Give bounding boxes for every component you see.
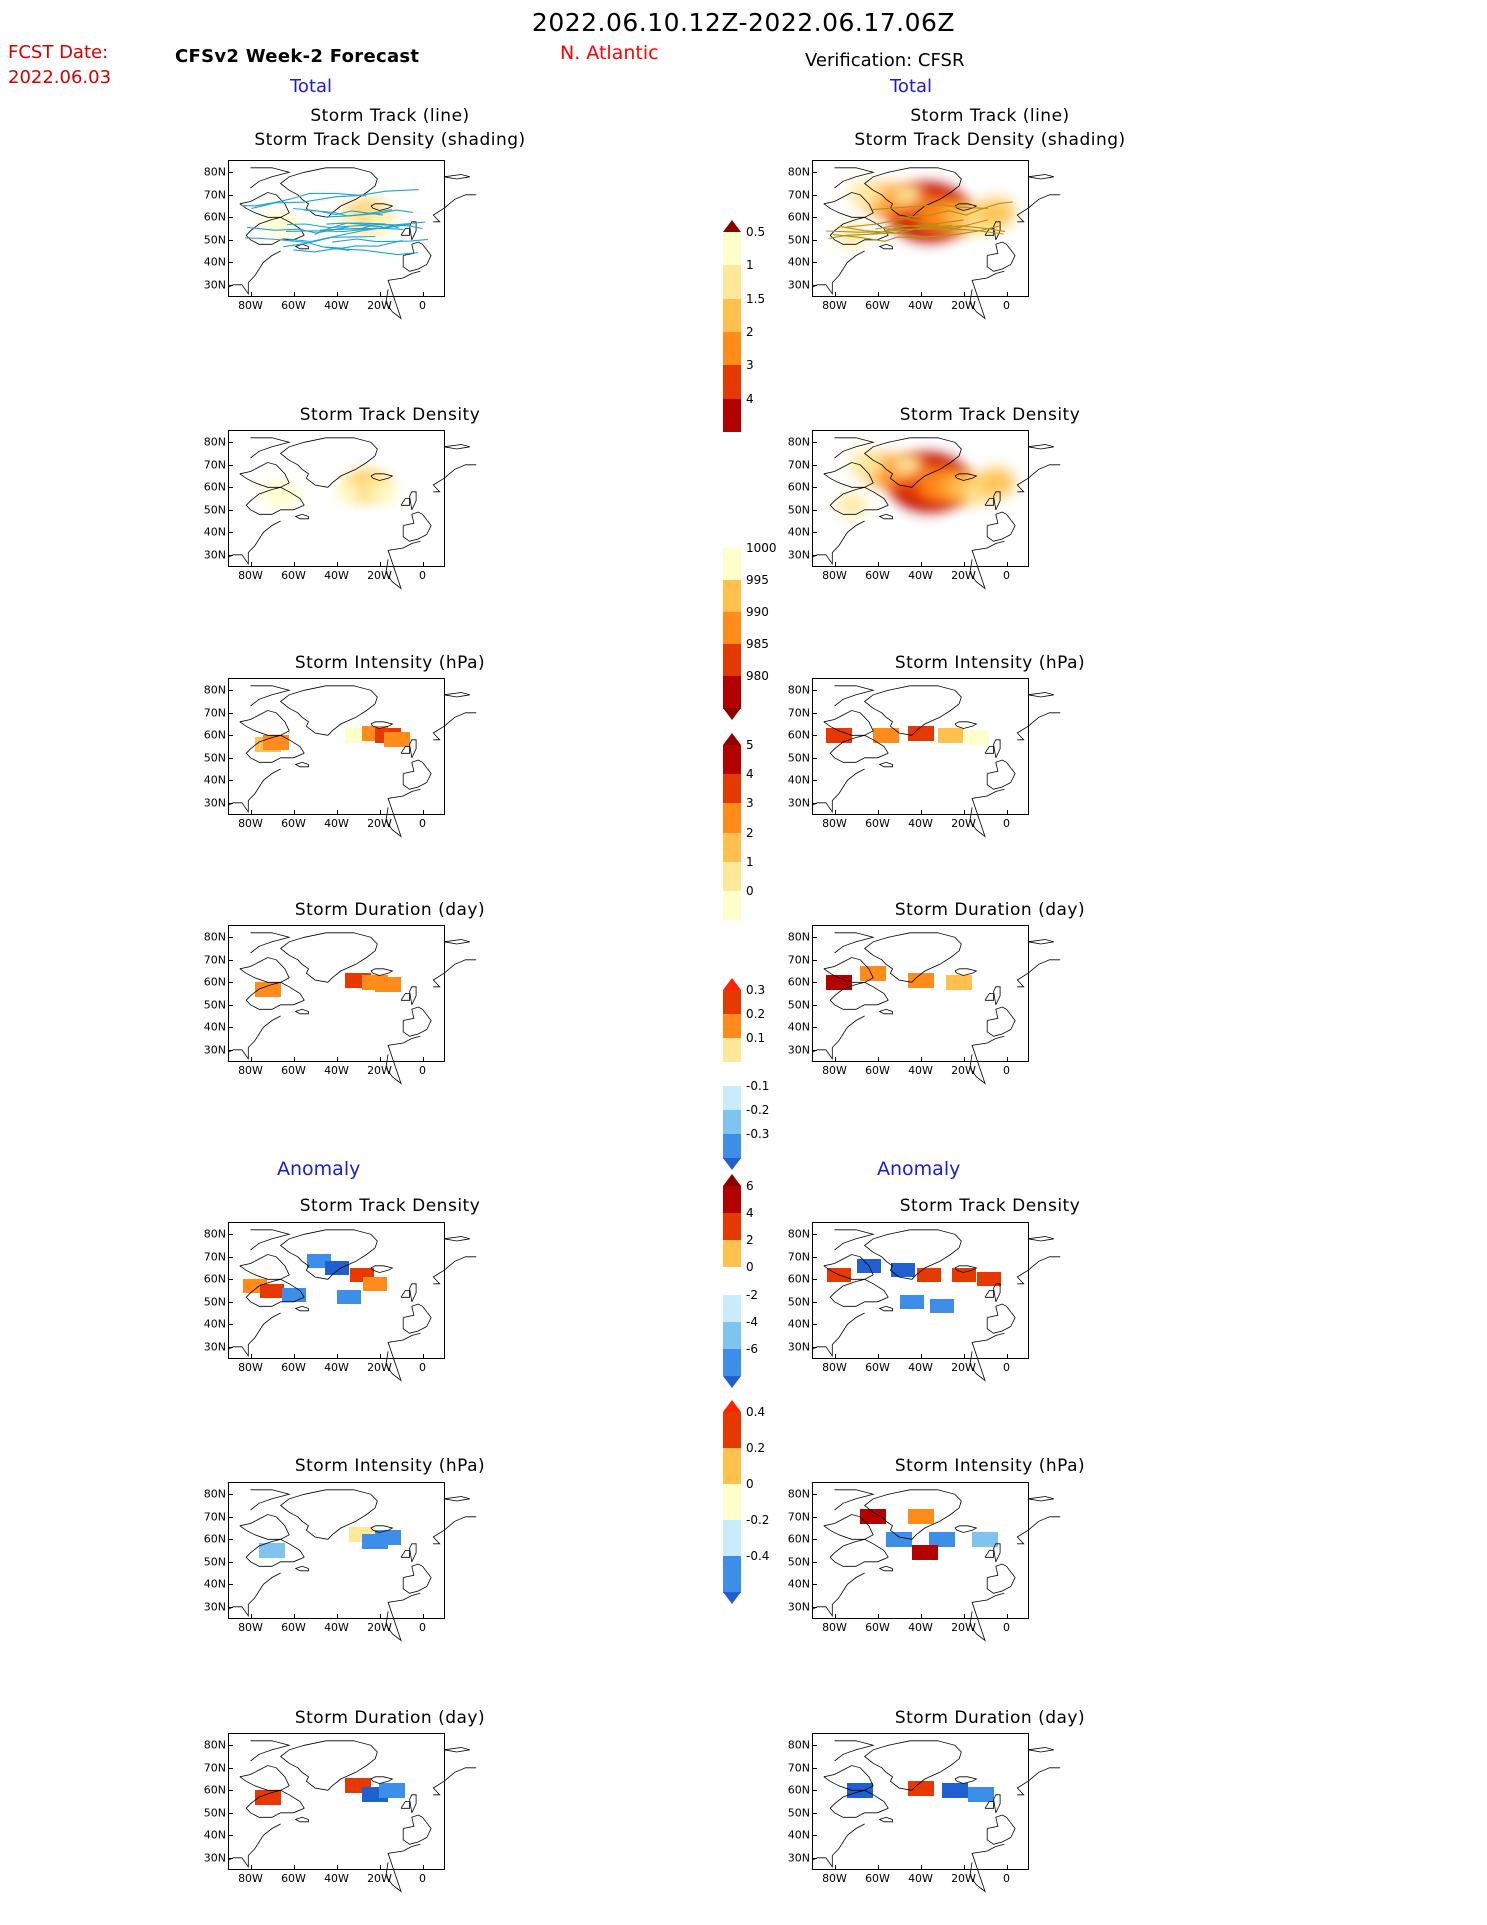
y-axis-tick: 40N xyxy=(787,1020,810,1034)
x-axis-tick: 80W xyxy=(238,1361,263,1374)
y-axis-tick: 60N xyxy=(203,975,226,989)
y-axis-tick: 40N xyxy=(787,255,810,269)
x-axis-tick: 20W xyxy=(951,1064,976,1077)
x-axis-tick: 20W xyxy=(367,299,392,312)
x-axis-tick: 0 xyxy=(419,1361,426,1374)
y-axis-tick: 50N xyxy=(203,1555,226,1569)
panel-title-fcst-duration-anom: Storm Duration (day) xyxy=(294,1708,486,1728)
y-axis-tick: 70N xyxy=(203,706,226,720)
x-axis-tick: 20W xyxy=(951,299,976,312)
colorbar-intensity-total xyxy=(723,541,777,708)
y-axis-tick: 60N xyxy=(787,210,810,224)
x-axis-tick: 60W xyxy=(281,1064,306,1077)
storm-track-lines xyxy=(229,161,444,296)
colorbar-tick-label: 0 xyxy=(746,1260,754,1275)
x-axis-tick: 80W xyxy=(822,1621,847,1634)
y-axis-tick: 80N xyxy=(787,165,810,179)
x-axis-tick: 80W xyxy=(238,569,263,582)
y-axis-tick: 70N xyxy=(203,1250,226,1264)
colorbar-tick-label: 985 xyxy=(746,637,769,651)
y-axis-tick: 30N xyxy=(203,1043,226,1057)
x-axis-tick: 80W xyxy=(822,1064,847,1077)
y-axis-tick: 60N xyxy=(787,1783,810,1797)
y-axis-tick: 60N xyxy=(203,728,226,742)
y-axis-tick: 50N xyxy=(203,998,226,1012)
colorbar-tick-label: 3 xyxy=(746,358,754,373)
y-axis-tick: 30N xyxy=(203,278,226,292)
left-total-label: Total xyxy=(290,76,333,97)
panel-title-obs-intensity-anom: Storm Intensity (hPa) xyxy=(894,1456,1086,1476)
x-axis-tick: 40W xyxy=(908,1872,933,1885)
map-fcst-track-line xyxy=(203,160,445,312)
map-obs-duration-anomaly xyxy=(787,1733,1029,1885)
x-axis-tick: 80W xyxy=(238,1872,263,1885)
y-axis-tick: 40N xyxy=(203,525,226,539)
y-axis-tick: 70N xyxy=(787,706,810,720)
colorbar-tick-label: 0.4 xyxy=(746,1405,766,1419)
map-obs-track-line xyxy=(787,160,1029,312)
colorbar-tick-label: -0.2 xyxy=(746,1103,770,1117)
colorbar-intensity-anomaly xyxy=(723,1179,758,1376)
y-axis-tick: 60N xyxy=(203,210,226,224)
verification-label: Verification: CFSR xyxy=(805,50,965,71)
y-axis-tick: 30N xyxy=(203,796,226,810)
y-axis-tick: 30N xyxy=(787,796,810,810)
y-axis-tick: 30N xyxy=(787,1043,810,1057)
y-axis-tick: 30N xyxy=(787,1600,810,1614)
x-axis-tick: 60W xyxy=(281,1361,306,1374)
panel-title-obs-track-density-shading: Storm Track Density (shading) xyxy=(854,130,1126,150)
y-axis-tick: 80N xyxy=(203,165,226,179)
colorbar-bottom-arrow xyxy=(723,1158,741,1170)
x-axis-tick: 60W xyxy=(865,817,890,830)
x-axis-tick: 0 xyxy=(1003,569,1010,582)
colorbar-top-arrow xyxy=(723,536,741,548)
map-fcst-intensity-anomaly xyxy=(203,1482,445,1634)
map-fcst-track-density-anomaly xyxy=(203,1222,445,1374)
colorbar-tick-label: 0.1 xyxy=(746,1031,766,1045)
y-axis-tick: 30N xyxy=(203,548,226,562)
y-axis-tick: 50N xyxy=(203,1295,226,1309)
x-axis-tick: 40W xyxy=(324,1064,349,1077)
panel-title-obs-duration: Storm Duration (day) xyxy=(894,900,1086,920)
x-axis-tick: 20W xyxy=(367,1621,392,1634)
x-axis-tick: 80W xyxy=(822,299,847,312)
y-axis-tick: 70N xyxy=(203,458,226,472)
y-axis-tick: 40N xyxy=(787,1828,810,1842)
colorbar-tick-label: 2 xyxy=(746,1233,754,1248)
colorbar-bottom-arrow xyxy=(723,1592,741,1604)
colorbar-duration-anomaly xyxy=(723,1405,770,1592)
left-anomaly-label: Anomaly xyxy=(277,1158,361,1180)
colorbar-tick-label: 1 xyxy=(746,854,754,869)
map-obs-duration xyxy=(787,925,1029,1077)
colorbar-tick-label: 5 xyxy=(746,738,754,752)
colorbar-top-arrow xyxy=(723,1400,741,1412)
x-axis-tick: 80W xyxy=(238,817,263,830)
main-title: 2022.06.10.12Z-2022.06.17.06Z xyxy=(531,8,956,37)
y-axis-tick: 50N xyxy=(787,751,810,765)
x-axis-tick: 20W xyxy=(367,569,392,582)
y-axis-tick: 40N xyxy=(203,1020,226,1034)
x-axis-tick: 80W xyxy=(822,1361,847,1374)
x-axis-tick: 60W xyxy=(865,1872,890,1885)
y-axis-tick: 60N xyxy=(787,975,810,989)
y-axis-tick: 30N xyxy=(203,1600,226,1614)
x-axis-tick: 40W xyxy=(908,299,933,312)
panel-title-obs-duration-anom: Storm Duration (day) xyxy=(894,1708,1086,1728)
x-axis-tick: 20W xyxy=(367,1361,392,1374)
panel-title-fcst-intensity: Storm Intensity (hPa) xyxy=(294,653,486,673)
map-obs-intensity-anomaly xyxy=(787,1482,1029,1634)
x-axis-tick: 60W xyxy=(865,1064,890,1077)
x-axis-tick: 0 xyxy=(1003,1064,1010,1077)
x-axis-tick: 60W xyxy=(281,299,306,312)
y-axis-tick: 50N xyxy=(787,998,810,1012)
y-axis-tick: 50N xyxy=(787,1806,810,1820)
x-axis-tick: 20W xyxy=(951,1361,976,1374)
colorbar-tick-label: 0.2 xyxy=(746,1441,766,1455)
x-axis-tick: 20W xyxy=(367,1064,392,1077)
x-axis-tick: 40W xyxy=(324,817,349,830)
x-axis-tick: 0 xyxy=(419,817,426,830)
y-axis-tick: 80N xyxy=(787,1487,810,1501)
x-axis-tick: 0 xyxy=(1003,1361,1010,1374)
x-axis-tick: 20W xyxy=(951,569,976,582)
x-axis-tick: 80W xyxy=(822,817,847,830)
x-axis-tick: 0 xyxy=(419,569,426,582)
colorbar-tick-label: 990 xyxy=(746,605,769,619)
panel-title-obs-track-line: Storm Track (line) xyxy=(910,106,1070,126)
y-axis-tick: 80N xyxy=(787,1738,810,1752)
panel-title-obs-track-density: Storm Track Density xyxy=(899,405,1081,425)
colorbar-top-arrow xyxy=(723,733,741,745)
panel-title-fcst-track-line: Storm Track (line) xyxy=(310,106,470,126)
fcst-date-value: 2022.06.03 xyxy=(8,67,112,88)
y-axis-tick: 80N xyxy=(787,683,810,697)
map-obs-track-density-anomaly xyxy=(787,1222,1029,1374)
y-axis-tick: 70N xyxy=(787,1250,810,1264)
x-axis-tick: 40W xyxy=(908,569,933,582)
fcst-date-label: FCST Date: xyxy=(8,42,109,63)
colorbar-tick-label: -0.1 xyxy=(746,1079,770,1093)
map-fcst-duration xyxy=(203,925,445,1077)
map-obs-intensity xyxy=(787,678,1029,830)
panel-title-obs-intensity: Storm Intensity (hPa) xyxy=(894,653,1086,673)
y-axis-tick: 70N xyxy=(203,188,226,202)
x-axis-tick: 80W xyxy=(238,1064,263,1077)
y-axis-tick: 60N xyxy=(203,1532,226,1546)
y-axis-tick: 60N xyxy=(203,480,226,494)
colorbar-tick-label: -6 xyxy=(746,1341,758,1356)
colorbar-track-density-anomaly xyxy=(723,983,770,1158)
colorbar-tick-label: -0.4 xyxy=(746,1549,770,1563)
y-axis-tick: 30N xyxy=(203,1851,226,1865)
y-axis-tick: 50N xyxy=(787,1555,810,1569)
x-axis-tick: 80W xyxy=(238,299,263,312)
x-axis-tick: 60W xyxy=(865,299,890,312)
y-axis-tick: 80N xyxy=(203,683,226,697)
x-axis-tick: 0 xyxy=(419,1621,426,1634)
x-axis-tick: 80W xyxy=(822,1872,847,1885)
x-axis-tick: 0 xyxy=(1003,299,1010,312)
map-obs-track-density xyxy=(787,430,1029,582)
x-axis-tick: 20W xyxy=(367,817,392,830)
colorbar-tick-label: 4 xyxy=(746,1206,754,1221)
y-axis-tick: 70N xyxy=(787,1510,810,1524)
y-axis-tick: 40N xyxy=(203,255,226,269)
colorbar-bottom-arrow xyxy=(723,1376,741,1388)
y-axis-tick: 60N xyxy=(787,1272,810,1286)
x-axis-tick: 60W xyxy=(281,569,306,582)
x-axis-tick: 0 xyxy=(419,299,426,312)
x-axis-tick: 40W xyxy=(324,1872,349,1885)
y-axis-tick: 70N xyxy=(203,953,226,967)
x-axis-tick: 0 xyxy=(1003,1872,1010,1885)
colorbar-tick-label: 4 xyxy=(746,767,754,782)
panel-title-fcst-duration: Storm Duration (day) xyxy=(294,900,486,920)
colorbar-top-arrow xyxy=(723,220,741,232)
y-axis-tick: 60N xyxy=(203,1272,226,1286)
colorbar-track-density-total xyxy=(723,225,766,432)
y-axis-tick: 70N xyxy=(203,1761,226,1775)
map-fcst-duration-anomaly xyxy=(203,1733,445,1885)
y-axis-tick: 70N xyxy=(787,953,810,967)
x-axis-tick: 40W xyxy=(324,1621,349,1634)
colorbar-bottom-arrow xyxy=(723,708,741,720)
x-axis-tick: 0 xyxy=(1003,1621,1010,1634)
x-axis-tick: 40W xyxy=(908,817,933,830)
right-anomaly-label: Anomaly xyxy=(877,1158,961,1180)
y-axis-tick: 70N xyxy=(787,458,810,472)
y-axis-tick: 80N xyxy=(203,1487,226,1501)
y-axis-tick: 80N xyxy=(787,930,810,944)
x-axis-tick: 60W xyxy=(865,1621,890,1634)
y-axis-tick: 40N xyxy=(203,1577,226,1591)
x-axis-tick: 20W xyxy=(951,1621,976,1634)
colorbar-tick-label: 980 xyxy=(746,669,769,683)
y-axis-tick: 50N xyxy=(203,233,226,247)
x-axis-tick: 40W xyxy=(908,1064,933,1077)
map-fcst-intensity xyxy=(203,678,445,830)
colorbar-tick-label: -4 xyxy=(746,1314,758,1329)
y-axis-tick: 70N xyxy=(787,188,810,202)
colorbar-tick-label: -0.2 xyxy=(746,1513,770,1527)
y-axis-tick: 80N xyxy=(203,930,226,944)
panel-title-obs-track-density-anom: Storm Track Density xyxy=(899,1196,1081,1216)
y-axis-tick: 30N xyxy=(203,1340,226,1354)
panel-title-fcst-track-density-shading: Storm Track Density (shading) xyxy=(254,130,526,150)
y-axis-tick: 60N xyxy=(787,1532,810,1546)
y-axis-tick: 40N xyxy=(787,773,810,787)
y-axis-tick: 70N xyxy=(787,1761,810,1775)
x-axis-tick: 40W xyxy=(908,1621,933,1634)
x-axis-tick: 40W xyxy=(908,1361,933,1374)
map-fcst-track-density xyxy=(203,430,445,582)
x-axis-tick: 20W xyxy=(951,1872,976,1885)
y-axis-tick: 50N xyxy=(787,503,810,517)
x-axis-tick: 40W xyxy=(324,299,349,312)
colorbar-duration-total xyxy=(723,738,754,920)
y-axis-tick: 80N xyxy=(203,1227,226,1241)
panel-title-fcst-intensity-anom: Storm Intensity (hPa) xyxy=(294,1456,486,1476)
y-axis-tick: 80N xyxy=(787,435,810,449)
y-axis-tick: 40N xyxy=(203,773,226,787)
colorbar-tick-label: 3 xyxy=(746,796,754,811)
x-axis-tick: 60W xyxy=(865,569,890,582)
x-axis-tick: 0 xyxy=(1003,817,1010,830)
y-axis-tick: 40N xyxy=(787,1317,810,1331)
y-axis-tick: 50N xyxy=(203,751,226,765)
y-axis-tick: 60N xyxy=(203,1783,226,1797)
colorbar-tick-label: 0.3 xyxy=(746,983,766,997)
colorbar-top-arrow xyxy=(723,978,741,990)
colorbar-tick-label: -0.3 xyxy=(746,1127,770,1141)
y-axis-tick: 80N xyxy=(203,435,226,449)
x-axis-tick: 60W xyxy=(281,1621,306,1634)
y-axis-tick: 30N xyxy=(787,278,810,292)
y-axis-tick: 50N xyxy=(787,233,810,247)
y-axis-tick: 30N xyxy=(787,548,810,562)
colorbar-tick-label: 1000 xyxy=(746,541,777,555)
x-axis-tick: 80W xyxy=(238,1621,263,1634)
x-axis-tick: 40W xyxy=(324,569,349,582)
colorbar-tick-label: 0.2 xyxy=(746,1007,766,1021)
y-axis-tick: 50N xyxy=(203,503,226,517)
basin-label: N. Atlantic xyxy=(560,42,659,64)
colorbar-tick-label: 995 xyxy=(746,573,769,587)
y-axis-tick: 30N xyxy=(787,1340,810,1354)
right-total-label: Total xyxy=(890,76,933,97)
x-axis-tick: 60W xyxy=(281,817,306,830)
y-axis-tick: 80N xyxy=(787,1227,810,1241)
colorbar-tick-label: 1 xyxy=(746,258,754,273)
colorbar-tick-label: 6 xyxy=(746,1179,754,1193)
y-axis-tick: 50N xyxy=(787,1295,810,1309)
y-axis-tick: 80N xyxy=(203,1738,226,1752)
y-axis-tick: 60N xyxy=(787,480,810,494)
x-axis-tick: 80W xyxy=(822,569,847,582)
x-axis-tick: 60W xyxy=(281,1872,306,1885)
panel-title-fcst-track-density-anom: Storm Track Density xyxy=(299,1196,481,1216)
y-axis-tick: 50N xyxy=(203,1806,226,1820)
x-axis-tick: 60W xyxy=(865,1361,890,1374)
x-axis-tick: 40W xyxy=(324,1361,349,1374)
storm-track-lines xyxy=(813,161,1028,296)
model-label: CFSv2 Week-2 Forecast xyxy=(175,46,420,67)
y-axis-tick: 40N xyxy=(203,1828,226,1842)
colorbar-top-arrow xyxy=(723,1174,741,1186)
y-axis-tick: 40N xyxy=(787,525,810,539)
y-axis-tick: 70N xyxy=(203,1510,226,1524)
colorbar-tick-label: -2 xyxy=(746,1287,758,1302)
panel-title-fcst-track-density: Storm Track Density xyxy=(299,405,481,425)
colorbar-tick-label: 0 xyxy=(746,883,754,898)
x-axis-tick: 20W xyxy=(367,1872,392,1885)
colorbar-bottom-arrow xyxy=(723,432,741,444)
y-axis-tick: 40N xyxy=(787,1577,810,1591)
y-axis-tick: 60N xyxy=(787,728,810,742)
colorbar-tick-label: 0.5 xyxy=(746,225,766,239)
x-axis-tick: 20W xyxy=(951,817,976,830)
forecast-date-block xyxy=(8,40,111,90)
colorbar-tick-label: 2 xyxy=(746,825,754,840)
y-axis-tick: 30N xyxy=(787,1851,810,1865)
colorbar-bottom-arrow xyxy=(723,920,741,932)
colorbar-tick-label: 1.5 xyxy=(746,291,766,306)
x-axis-tick: 0 xyxy=(419,1064,426,1077)
x-axis-tick: 0 xyxy=(419,1872,426,1885)
colorbar-tick-label: 4 xyxy=(746,391,754,406)
colorbar-tick-label: 2 xyxy=(746,325,754,339)
y-axis-tick: 40N xyxy=(203,1317,226,1331)
colorbar-tick-label: 0 xyxy=(746,1477,754,1491)
